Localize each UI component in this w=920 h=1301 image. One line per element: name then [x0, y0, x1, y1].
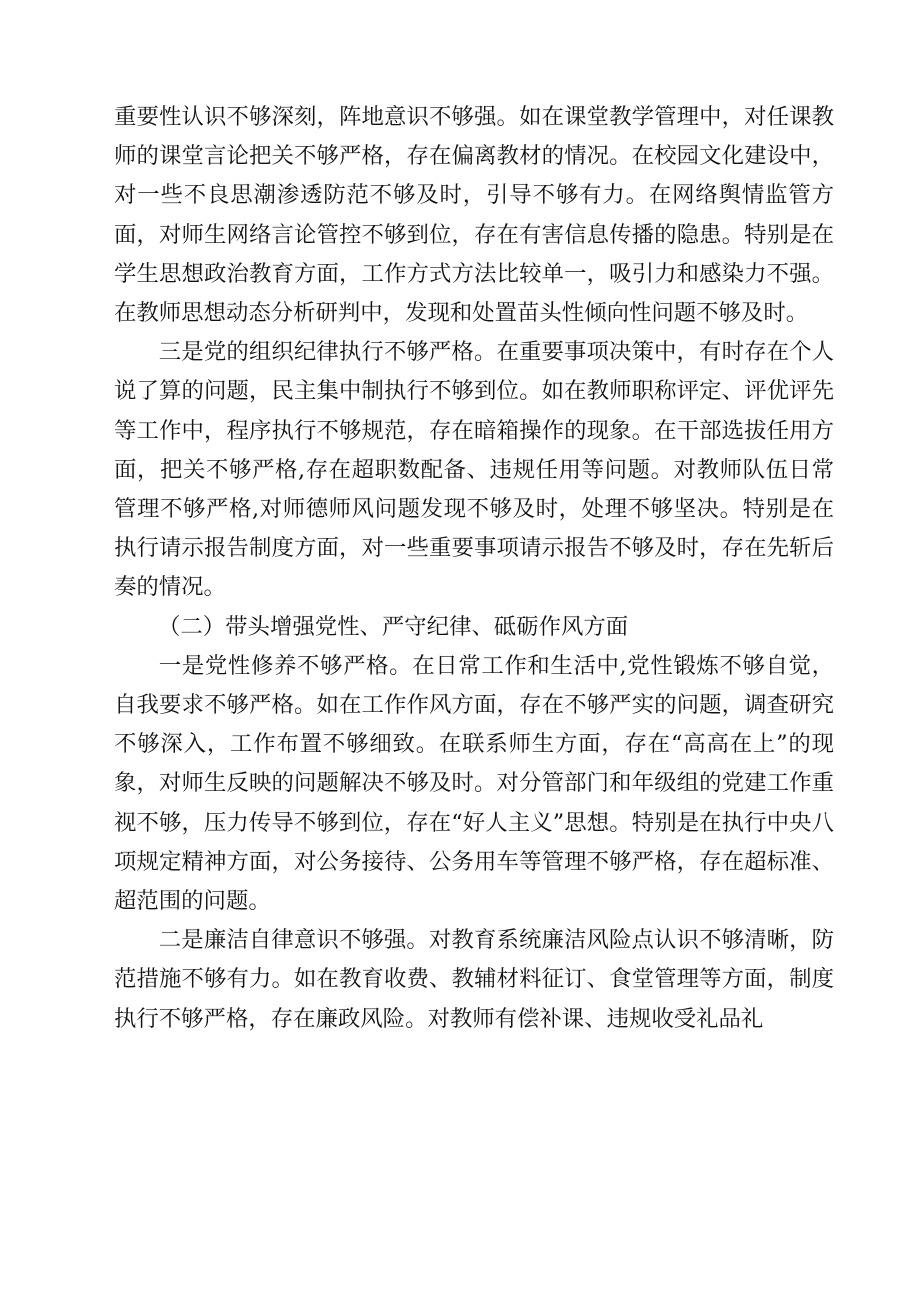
document-body [114, 98, 834, 1039]
paragraph-organizational-discipline: 三是党的组织纪律执行不够严格。在重要事项决策中，有时存在个人说了算的问题，民主集中制执行不够到位。如在教师职称评定、评优评先等工作中，程序执行不够规范，存在暗箱操作的现象。在干部选拔任用方面，把关不够严格,存在超职数配备、违规任用等问题。对教师队伍日常管理不够严格,对师德师风问题发现不够及时，处理不够坚决。特别是在执行请示报告制度方面，对一些重要事项请示报告不够及时，存在先斩后奏的情况。 [114, 339, 834, 601]
paragraph-integrity-self-discipline: 二是廉洁自律意识不够强。对教育系统廉洁风险点认识不够清晰，防范措施不够有力。如在教育收费、教辅材料征订、食堂管理等方面，制度执行不够严格，存在廉政风险。对教师有偿补课、违规收受礼品礼 [114, 927, 834, 1032]
section-heading: （二）带头增强党性、严守纪律、砥砺作风方面 [158, 613, 629, 640]
paragraph-continuation: 重要性认识不够深刻，阵地意识不够强。如在课堂教学管理中，对任课教师的课堂言论把关不够严格，存在偏离教材的情况。在校园文化建设中，对一些不良思潮渗透防范不够及时，引导不够有力。在网络舆情监管方面，对师生网络言论管控不够到位，存在有害信息传播的隐患。特别是在学生思想政治教育方面，工作方式方法比较单一，吸引力和感染力不强。在教师思想动态分析研判中，发现和处置苗头性倾向性问题不够及时。 [114, 104, 834, 327]
paragraph-party-cultivation: 一是党性修养不够严格。在日常工作和生活中,党性锻炼不够自觉，自我要求不够严格。如在工作作风方面，存在不够严实的问题，调查研究不够深入，工作布置不够细致。在联系师生方面，存在“高高在上”的现象，对师生反映的问题解决不够及时。对分管部门和年级组的党建工作重视不够，压力传导不够到位，存在“好人主义”思想。特别是在执行中央八项规定精神方面，对公务接待、公务用车等管理不够严格，存在超标准、超范围的问题。 [114, 652, 834, 915]
